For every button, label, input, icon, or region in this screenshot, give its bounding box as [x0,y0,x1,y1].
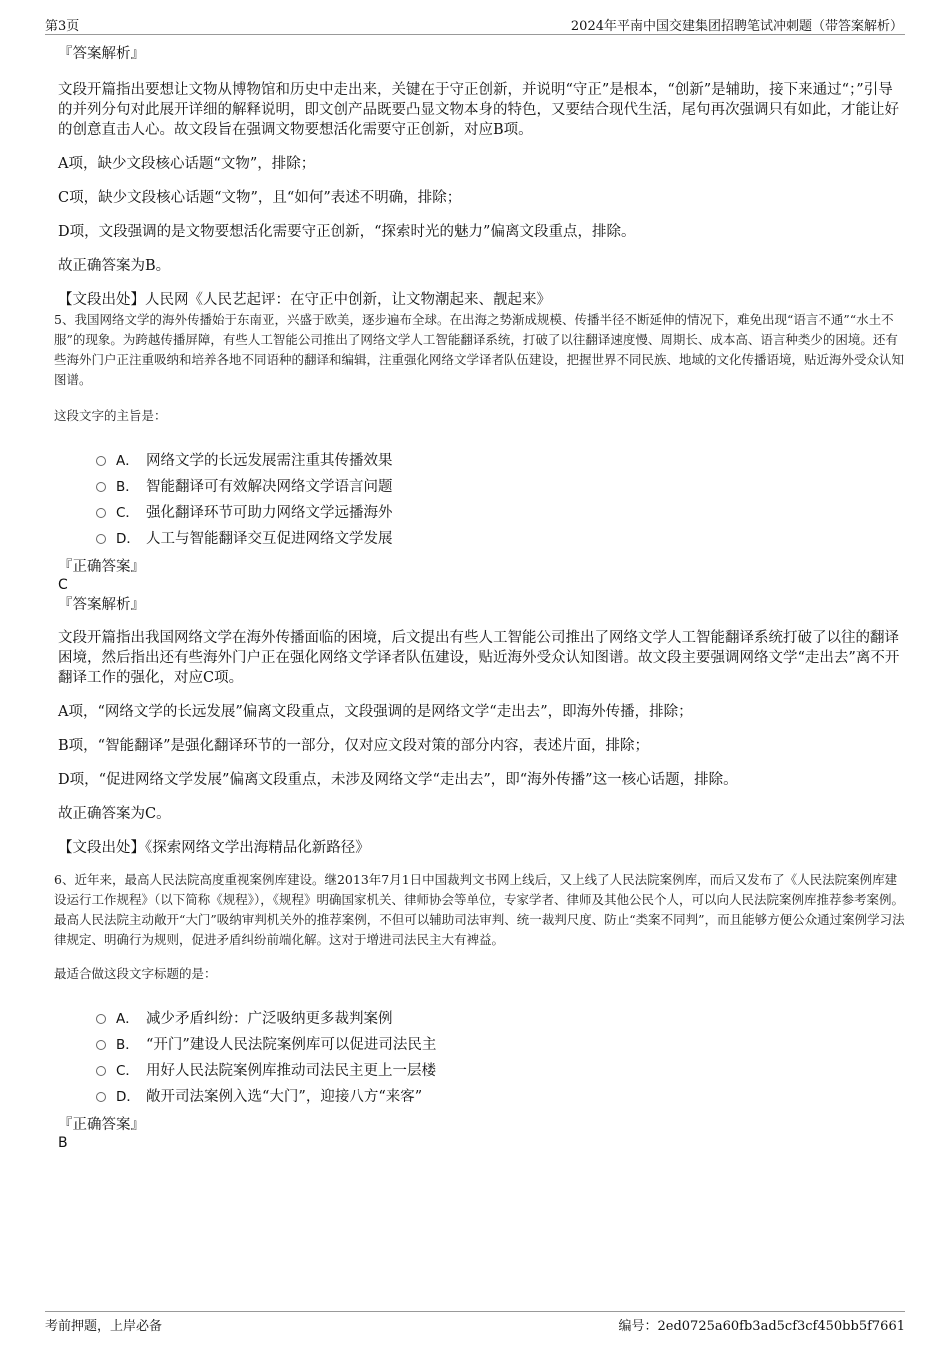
option-text: 网络文学的长远发展需注重其传播效果 [146,452,393,469]
analysis-conclusion: 故正确答案为C。 [58,806,171,822]
radio-icon[interactable] [96,482,106,492]
analysis-option-a: A项，“网络文学的长远发展”偏离文段重点，文段强调的是网络文学“走出去”，即海外传播，排除； [58,704,693,720]
option-letter: B． [116,479,139,495]
correct-answer-value: C [58,577,68,593]
question-5-text: 5、我国网络文学的海外传播始于东南亚，兴盛于欧美，逐步遍布全球。在出海之势渐成规模、传播半径不断延伸的情况下，难免出现“语言不通”“水土不服”的现象。为跨越传播屏障，有些人工智能公司推出了网络文学人工智能翻译系统，打破了以往翻译速度慢、周期长、成本高、语言种类少的困境。还有些海外门户正注重吸纳和培养各地不同语种的翻译和编辑，注重强化网络文学译者队伍建设，把握世界不同民族、地域的文化传播语境，贴近海外受众认知图谱。 [54,312,905,387]
page-footer [45,1311,905,1336]
main-content [54,44,906,1152]
option-letter: D． [116,1089,140,1105]
analysis-option-d: D项，文段强调的是文物要想活化需要守正创新，“探索时光的魅力”偏离文段重点，排除。 [58,224,636,240]
option-letter: A． [116,453,139,469]
option-letter: C． [116,505,139,521]
answer-analysis-heading: 『答案解析』 [58,46,145,62]
question-5-prompt: 这段文字的主旨是： [54,408,167,423]
radio-icon[interactable] [96,534,106,544]
correct-answer-heading: 『正确答案』 [58,1117,145,1133]
passage-source: 【文段出处】《探索网络文学出海精品化新路径》 [58,840,370,856]
question-6-prompt: 最适合做这段文字标题的是： [54,966,217,981]
option-c[interactable] [96,1056,906,1082]
passage-source: 【文段出处】人民网《人民艺起评：在守正中创新，让文物潮起来、靓起来》 [58,292,551,308]
option-text: 人工与智能翻译交互促进网络文学发展 [146,530,393,547]
option-letter: D． [116,531,140,547]
option-text: “开门”建设人民法院案例库可以促进司法民主 [146,1036,437,1053]
question-6-text: 6、近年来，最高人民法院高度重视案例库建设。继2013年7月1日中国裁判文书网上线后，又上线了人民法院案例库，而后又发布了《人民法院案例库建设运行工作规程》（以下简称《规程》），《规程》明确国家机关、律师协会等单位，专家学者、律师及其他公民个人，可以向人民法院案例库推荐参考案例。最高人民法院主动敞开“大门”吸纳审判机关外的推荐案例，不但可以辅助司法审判、统一裁判尺度、防止“类案不同判”，而且能够方便公众通过案例学习法律规定、明确行为规则，促进矛盾纠纷前端化解。这对于增进司法民主大有裨益。 [54,872,905,947]
option-text: 强化翻译环节可助力网络文学远播海外 [146,504,393,521]
document-code: 编号：2ed0725a60fb3ad5cf3cf450bb5f7661 [618,1319,905,1334]
radio-icon[interactable] [96,1066,106,1076]
option-letter: A． [116,1011,139,1027]
question-6-options [96,1004,906,1108]
option-text: 智能翻译可有效解决网络文学语言问题 [146,478,393,495]
answer-analysis-heading: 『答案解析』 [58,597,145,613]
radio-icon[interactable] [96,1040,106,1050]
radio-icon[interactable] [96,1014,106,1024]
option-a[interactable] [96,1004,906,1030]
option-letter: B． [116,1037,139,1053]
analysis-option-d: D项，“促进网络文学发展”偏离文段重点，未涉及网络文学“走出去”，即“海外传播”这一核心话题，排除。 [58,772,738,788]
answer-analysis-text: 文段开篇指出要想让文物从博物馆和历史中走出来，关键在于守正创新，并说明“守正”是根本，“创新”是辅助，接下来通过“；”引导的并列分句对此展开详细的解释说明，即文创产品既要凸显文物本身的特色，又要结合现代生活，尾句再次强调只有如此，才能让好的创意直击人心。故文段旨在强调文物要想活化需要守正创新，对应B项。 [58,82,899,138]
option-b[interactable] [96,1030,906,1056]
option-d[interactable] [96,1082,906,1108]
radio-icon[interactable] [96,456,106,466]
page-number: 第3页 [45,19,80,34]
option-c[interactable] [96,498,906,524]
option-d[interactable] [96,524,906,550]
analysis-option-b: B项，“智能翻译”是强化翻译环节的一部分，仅对应文段对策的部分内容，表述片面，排除； [58,738,649,754]
answer-analysis-text: 文段开篇指出我国网络文学在海外传播面临的困境，后文提出有些人工智能公司推出了网络文学人工智能翻译系统打破了以往的翻译困境，然后指出还有些海外门户正在强化网络文学译者队伍建设，贴近海外受众认知图谱。故文段主要强调网络文学“走出去”离不开翻译工作的强化，对应C项。 [58,630,900,686]
option-b[interactable] [96,472,906,498]
radio-icon[interactable] [96,1092,106,1102]
analysis-conclusion: 故正确答案为B。 [58,258,171,274]
analysis-option-c: C项，缺少文段核心话题“文物”，且“如何”表述不明确，排除； [58,190,462,206]
correct-answer-heading: 『正确答案』 [58,559,145,575]
option-text: 减少矛盾纠纷：广泛吸纳更多裁判案例 [146,1010,393,1027]
option-text: 用好人民法院案例库推动司法民主更上一层楼 [146,1062,436,1079]
analysis-option-a: A项，缺少文段核心话题“文物”，排除； [58,156,316,172]
option-letter: C． [116,1063,139,1079]
question-5-options [96,446,906,550]
page-header [45,14,905,35]
correct-answer-value: B [58,1135,68,1151]
document-title: 2024年平南中国交建集团招聘笔试冲刺题（带答案解析） [570,19,903,34]
option-a[interactable] [96,446,906,472]
radio-icon[interactable] [96,508,106,518]
option-text: 敞开司法案例入选“大门”，迎接八方“来客” [146,1088,423,1105]
footer-slogan: 考前押题，上岸必备 [45,1319,163,1334]
